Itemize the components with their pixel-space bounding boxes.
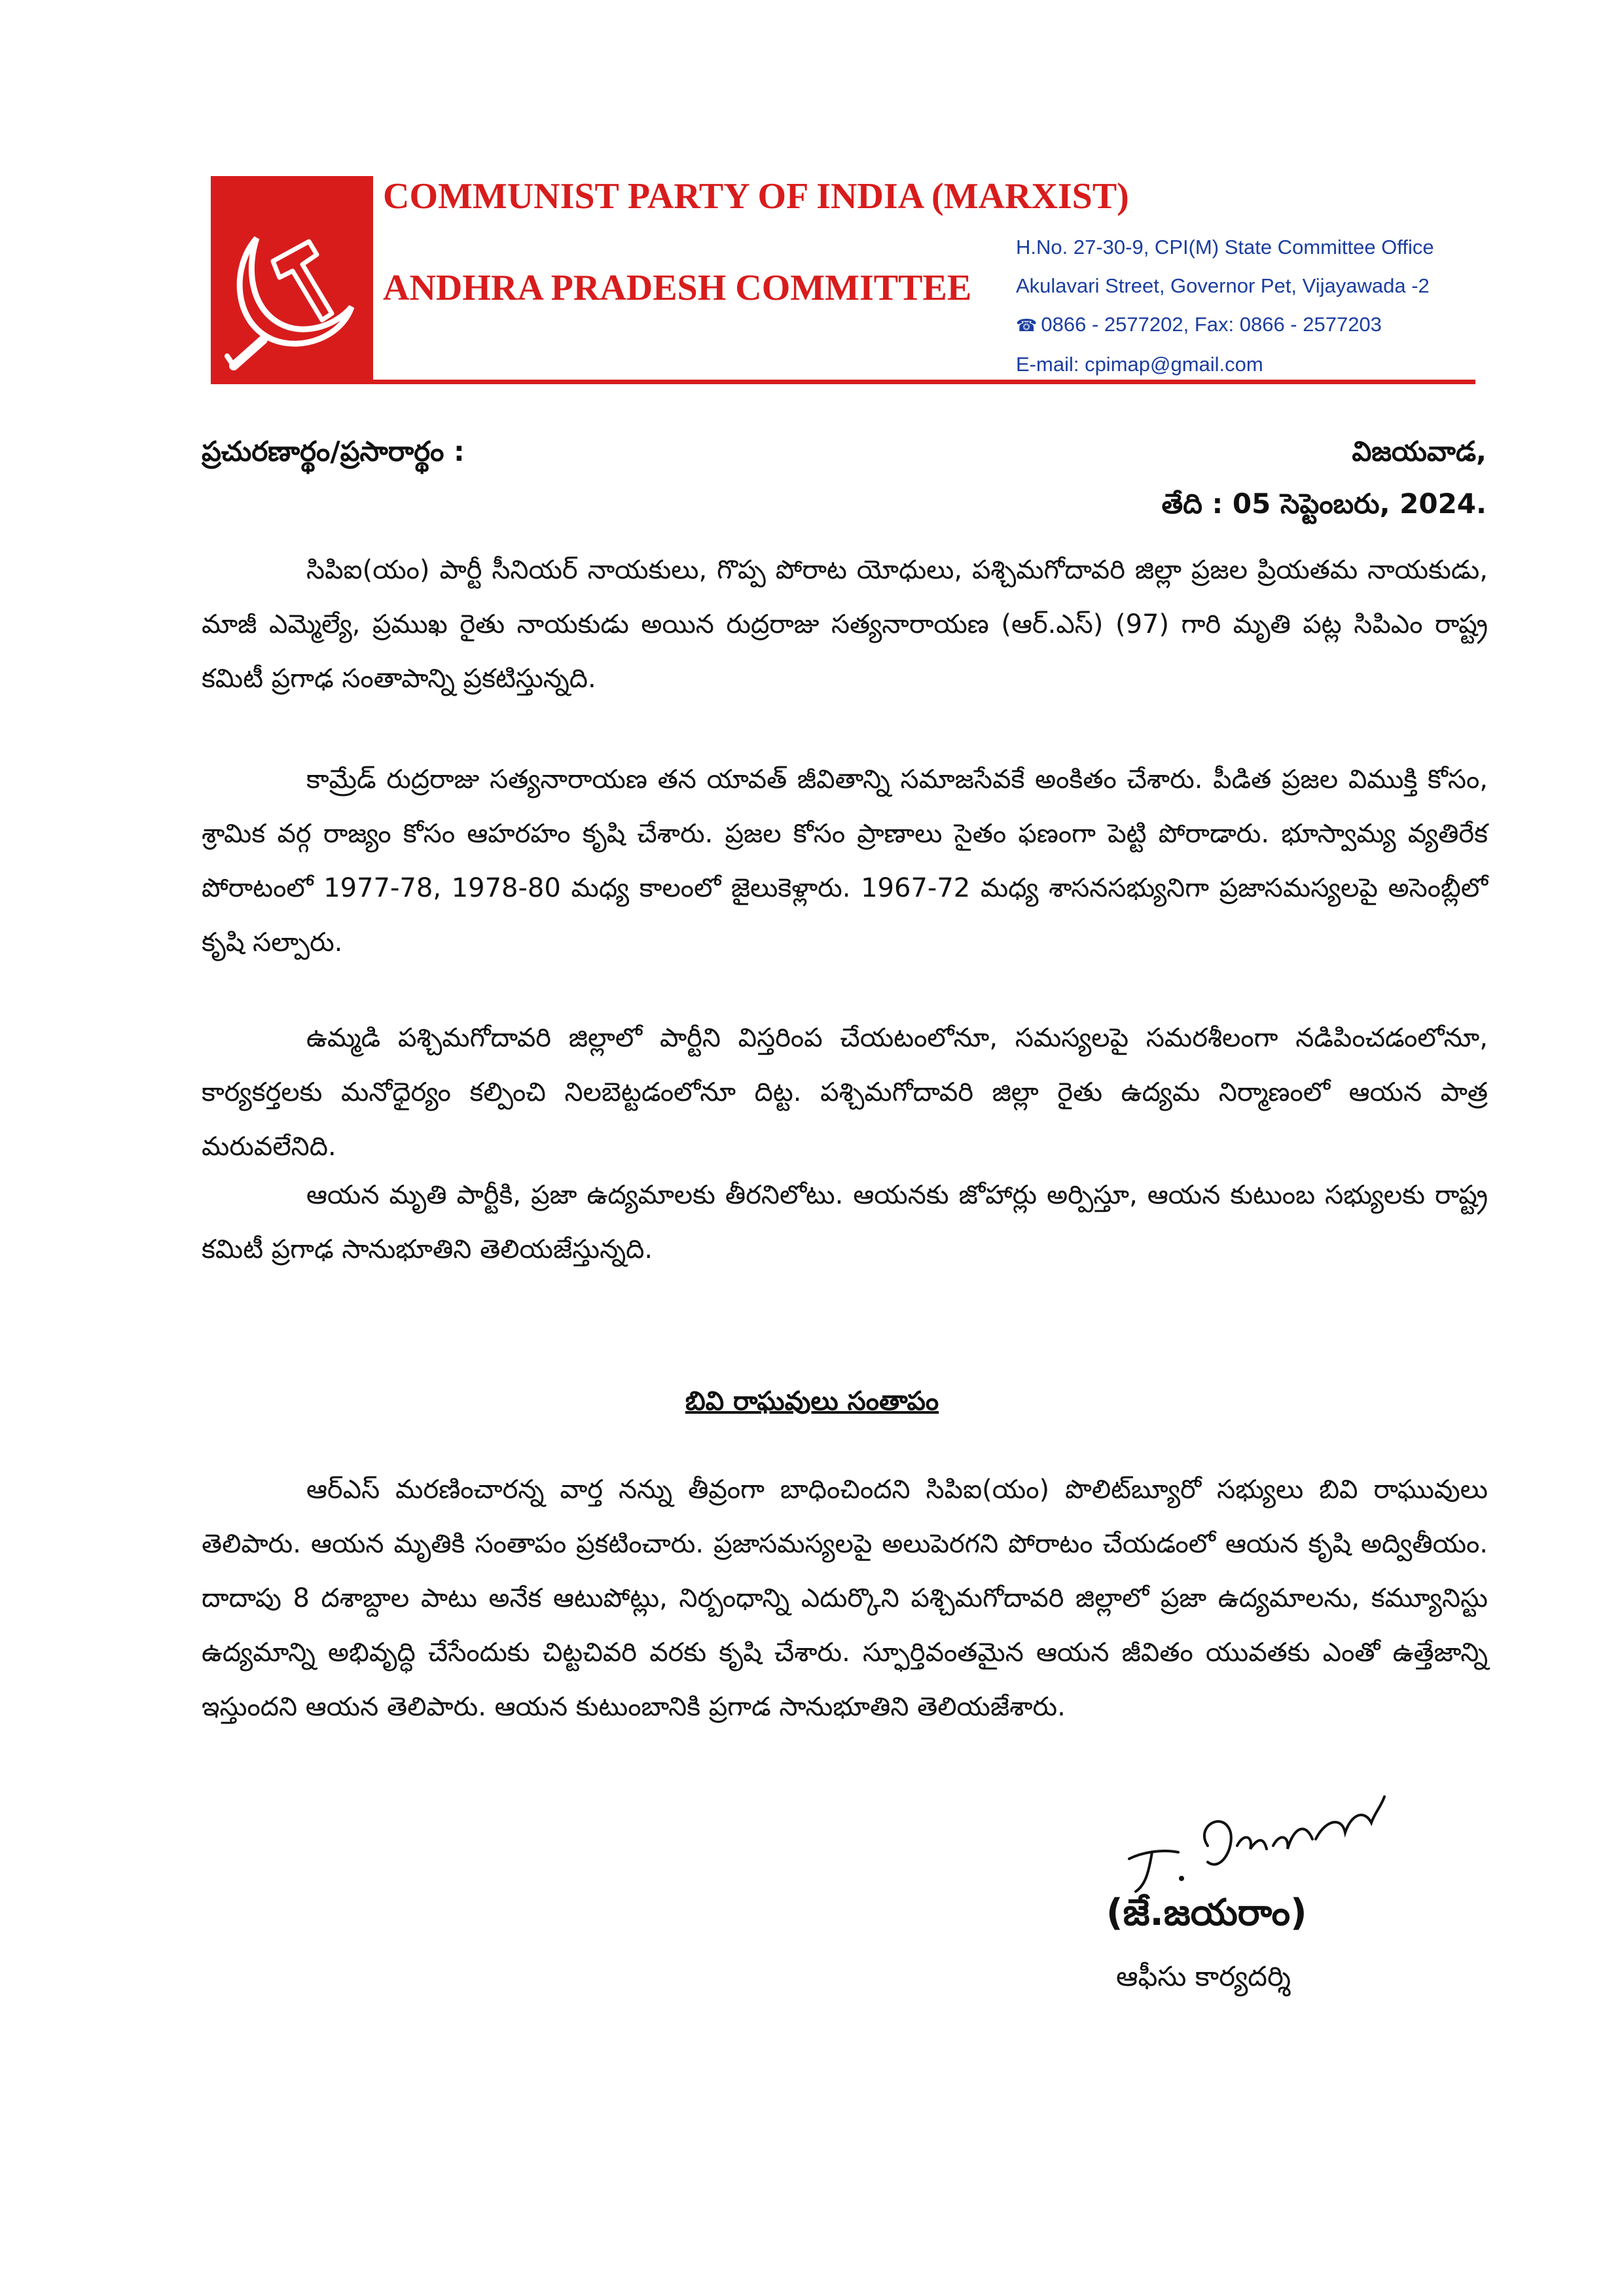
- org-name: COMMUNIST PARTY OF INDIA (MARXIST): [383, 176, 1129, 217]
- paragraph-2: కామ్రేడ్ రుద్రరాజు సత్యనారాయణ తన యావత్ జీవితాన్ని సమాజసేవకే అంకితం చేశారు. పీడిత ప్రజల విముక్తి కోసం, శ్రామిక వర్గ రాజ్యం కోసం ఆహరహం కృషి చేశారు. ప్రజల కోసం ప్రాణాలు సైతం ఫణంగా పెట్టి పోరాడారు. భూస్వామ్య వ్యతిరేక పోరాటంలో 1977-78, 1978-80 మధ్య కాలంలో జైలుకెళ్లారు. 1967-72 మధ్య శాసనసభ్యునిగా ప్రజాసమస్యలపై అసెంబ్లీలో కృషి సల్పారు.: [202, 764, 1488, 958]
- handwritten-signature: [1116, 1787, 1391, 1905]
- signatory-title: ఆఫీసు కార్యదర్శి: [1116, 1960, 1291, 1992]
- phone-line: [1016, 305, 1434, 345]
- phone-icon: ☎: [1016, 315, 1038, 335]
- address-line-2: Akulavari Street, Governor Pet, Vijayawada -2: [1016, 274, 1430, 297]
- section-heading: బివి రాఘవులు సంతాపం: [685, 1386, 939, 1416]
- paragraph-1: సిపిఐ(యం) పార్టీ సీనియర్ నాయకులు, గొప్ప పోరాట యోధులు, పశ్చిమగోదావరి జిల్లా ప్రజల ప్రియతమ నాయకుడు, మాజీ ఎమ్మెల్యే, ప్రముఖ రైతు నాయకుడు అయిన రుద్రరాజు సత్యనారాయణ (ఆర్.ఎస్) (97) గారి మృతి పట్ల సిపిఎం రాష్ట్ర కమిటీ ప్రగాఢ సంతాపాన్ని ప్రకటిస్తున్నది.: [202, 555, 1488, 694]
- header-divider: [211, 380, 1475, 384]
- signatory-name: (జే.జయరాం): [1106, 1892, 1307, 1934]
- publication-label: ప్రచురణార్థం/ప్రసారార్థం :: [202, 435, 465, 467]
- paragraph-5: ఆర్ఎస్ మరణించారన్న వార్త నన్ను తీవ్రంగా బాధించిందని సిపిఐ(యం) పొలిట్‌బ్యూరో సభ్యులు బివి రాఘువులు తెలిపారు. ఆయన మృతికి సంతాపం ప్రకటించారు. ప్రజాసమస్యలపై అలుపెరగని పోరాటం చేయడంలో ఆయన కృషి అద్వితీయం. దాదాపు 8 దశాబ్దాల పాటు అనేక ఆటుపోట్లు, నిర్బంధాన్ని ఎదుర్కొని పశ్చిమగోదావరి జిల్లాలో ప్రజా ఉద్యమాలను, కమ్యూనిస్టు ఉద్యమాన్ని అభివృద్ధి చేసేందుకు చిట్టచివరి వరకు కృషి చేశారు. స్ఫూర్తివంతమైన ఆయన జీవితం యువతకు ఎంతో ఉత్తేజాన్ని ఇస్తుందని ఆయన తెలిపారు. ఆయన కుటుంబానికి ప్రగాడ సానుభూతిని తెలియజేశారు.: [202, 1475, 1488, 1722]
- contact-block: [1016, 228, 1434, 384]
- paragraph-3: ఉమ్మడి పశ్చిమగోదావరి జిల్లాలో పార్టీని విస్తరింప చేయటంలోనూ, సమస్యలపై సమరశీలంగా నడిపించడంలోనూ, కార్యకర్తలకు మనోధైర్యం కల్పించి నిలబెట్టడంలోనూ దిట్ట. పశ్చిమగోదావరి జిల్లా రైతు ఉద్యమ నిర్మాణంలో ఆయన పాత్ర మరువలేనిది.: [202, 1023, 1488, 1162]
- address-line-1: H.No. 27-30-9, CPI(M) State Committee Office: [1016, 236, 1434, 259]
- place-label: విజయవాడ,: [1352, 435, 1487, 467]
- phone-text: 0866 - 2577202, Fax: 0866 - 2577203: [1041, 313, 1382, 336]
- date-label: తేది : 05 సెప్టెంబరు, 2024.: [1161, 488, 1487, 520]
- committee-name: ANDHRA PRADESH COMMITTEE: [383, 268, 972, 308]
- paragraph-4: ఆయన మృతి పార్టీకి, ప్రజా ఉద్యమాలకు తీరనిలోటు. ఆయనకు జోహార్లు అర్పిస్తూ, ఆయన కుటుంబ సభ్యులకు రాష్ట్ర కమిటీ ప్రగాఢ సానుభూతిని తెలియజేస్తున్నది.: [202, 1180, 1488, 1265]
- hammer-sickle-icon: [211, 176, 373, 384]
- email-line: E-mail: cpimap@gmail.com: [1016, 353, 1263, 376]
